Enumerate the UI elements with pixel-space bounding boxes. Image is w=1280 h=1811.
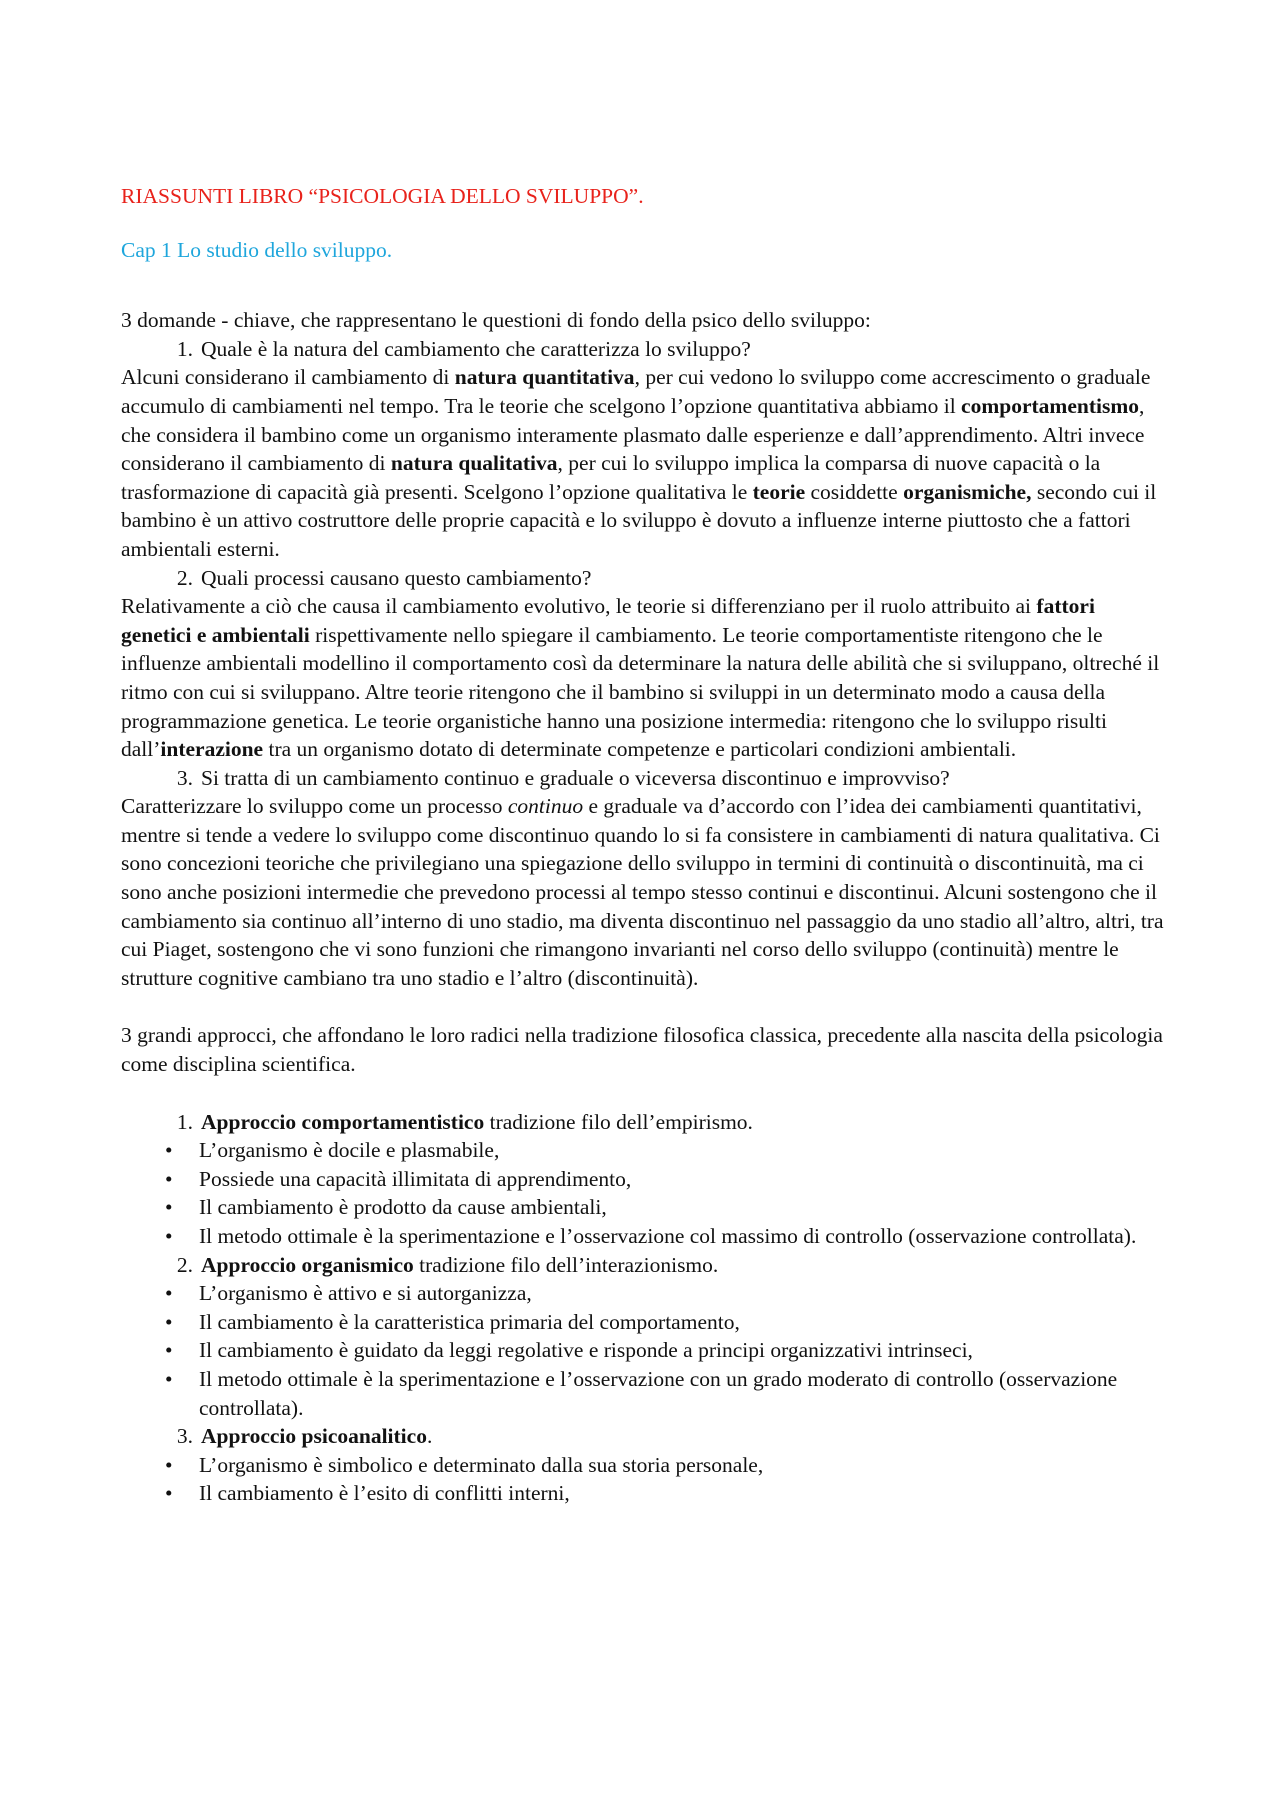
bullet-text: Il metodo ottimale è la sperimentazione e l’osservazione con un grado moderato di controllo (osservazione controllata). bbox=[199, 1366, 1118, 1420]
bullet-item bbox=[121, 1365, 1166, 1422]
approach-1 bbox=[121, 1108, 1166, 1137]
bullet-item bbox=[121, 1451, 1166, 1480]
bullet-icon: • bbox=[165, 1481, 173, 1506]
bullet-icon: • bbox=[165, 1452, 173, 1477]
bullet-icon: • bbox=[165, 1224, 173, 1248]
bullet-icon: • bbox=[165, 1166, 173, 1191]
question-number: 3. bbox=[176, 765, 193, 790]
bullet-text: L’organismo è docile e plasmabile, bbox=[199, 1138, 500, 1163]
bullet-item bbox=[121, 1165, 1166, 1194]
bullet-item bbox=[121, 1193, 1166, 1222]
bullet-icon: • bbox=[165, 1309, 173, 1334]
bullet-text: Il metodo ottimale è la sperimentazione e l’osservazione col massimo di controllo (osservazione controllata). bbox=[199, 1224, 1137, 1248]
bullet-text: Il cambiamento è guidato da leggi regolative e risponde a principi organizzativi intrinseci, bbox=[199, 1338, 973, 1363]
approaches-intro: 3 grandi approcci, che affondano le loro radici nella tradizione filosofica classica, precedente alla nascita della psicologia come disciplina scientifica. bbox=[121, 1023, 1163, 1077]
approach-number: 3. bbox=[176, 1424, 193, 1449]
intro-paragraph: 3 domande - chiave, che rappresentano le questioni di fondo della psico dello sviluppo: bbox=[121, 308, 871, 333]
approach-3 bbox=[121, 1422, 1166, 1451]
answer-paragraph-3: Caratterizzare lo sviluppo come un processo continuo e graduale va d’accordo con l’idea dei cambiamenti quantitativi, mentre si tende a vedere lo sviluppo come discontinuo quando lo si fa consistere in cambiamenti di natura qualitativa. Ci sono concezioni teoriche che privilegiano una spiegazione dello sviluppo in termini di continuità o discontinuità, ma ci sono anche posizioni intermedie che prevedono processi al tempo stesso continui e discontinui. Alcuni sostengono che il cambiamento sia continuo all’interno di uno stadio, ma diventa discontinuo nel passaggio da uno stadio all’altro, altri, tra cui Piaget, sostengono che vi sono funzioni che rimangono invarianti nel corso dello sviluppo (continuità) mentre le strutture cognitive cambiano tra uno stadio e l’altro (discontinuità). bbox=[121, 794, 1164, 990]
bullet-icon: • bbox=[165, 1281, 173, 1306]
approach-title: Approccio psicoanalitico. bbox=[201, 1424, 433, 1449]
document-page bbox=[121, 182, 1166, 1508]
bullet-text: Il cambiamento è la caratteristica primaria del comportamento, bbox=[199, 1309, 740, 1334]
question-2 bbox=[121, 564, 1166, 593]
bullet-item bbox=[121, 1136, 1166, 1165]
answer-paragraph-2: Relativamente a ciò che causa il cambiamento evolutivo, le teorie si differenziano per il ruolo attribuito ai fattori genetici e ambientali rispettivamente nello spiegare il cambiamento. Le teorie comportamentiste ritengono che le influenze ambientali modellino il comportamento così da determinare la natura delle abilità che si sviluppano, oltreché il ritmo con cui si sviluppano. Altre teorie ritengono che il bambino si sviluppi in un determinato modo a causa della programmazione genetica. Le teorie organistiche hanno una posizione intermedia: ritengono che lo sviluppo risulti dall’interazione tra un organismo dotato di determinate competenze e particolari condizioni ambientali. bbox=[121, 594, 1160, 762]
approach-2 bbox=[121, 1251, 1166, 1280]
bullet-item bbox=[121, 1222, 1166, 1251]
approach-3-bullets bbox=[121, 1451, 1166, 1508]
chapter-heading: Cap 1 Lo studio dello sviluppo. bbox=[121, 237, 393, 262]
approach-title: Approccio comportamentistico tradizione filo dell’empirismo. bbox=[201, 1109, 753, 1134]
answer-paragraph-1: Alcuni considerano il cambiamento di natura quantitativa, per cui vedono lo sviluppo come accrescimento o graduale accumulo di cambiamenti nel tempo. Tra le teorie che scelgono l’opzione quantitativa abbiamo il comportamentismo, che considera il bambino come un organismo interamente plasmato dalle esperienze e dall’apprendimento. Altri invece considerano il cambiamento di natura qualitativa, per cui lo sviluppo implica la comparsa di nuove capacità o la trasformazione di capacità già presenti. Scelgono l’opzione qualitativa le teorie cosiddette organismiche, secondo cui il bambino è un attivo costruttore delle proprie capacità e lo sviluppo è dovuto a influenze interne piuttosto che a fattori ambientali esterni. bbox=[121, 365, 1157, 561]
approach-number: 2. bbox=[176, 1252, 193, 1277]
approach-number: 1. bbox=[176, 1109, 193, 1134]
bullet-text: Il cambiamento è l’esito di conflitti interni, bbox=[199, 1481, 570, 1506]
bullet-icon: • bbox=[165, 1366, 173, 1391]
approach-1-bullets bbox=[121, 1136, 1166, 1250]
approach-2-bullets bbox=[121, 1279, 1166, 1422]
question-text: Quali processi causano questo cambiamento? bbox=[201, 565, 592, 590]
question-text: Si tratta di un cambiamento continuo e graduale o viceversa discontinuo e improvviso? bbox=[201, 765, 950, 790]
document-title: RIASSUNTI LIBRO “PSICOLOGIA DELLO SVILUPPO”. bbox=[121, 184, 644, 208]
bullet-item bbox=[121, 1336, 1166, 1365]
question-number: 1. bbox=[176, 336, 193, 361]
bullet-text: Il cambiamento è prodotto da cause ambientali, bbox=[199, 1195, 607, 1220]
bullet-item bbox=[121, 1479, 1166, 1508]
question-text: Quale è la natura del cambiamento che caratterizza lo sviluppo? bbox=[201, 336, 751, 361]
bullet-icon: • bbox=[165, 1138, 173, 1163]
bullet-item bbox=[121, 1279, 1166, 1308]
bullet-text: L’organismo è attivo e si autorganizza, bbox=[199, 1281, 532, 1306]
question-3 bbox=[121, 764, 1166, 793]
question-number: 2. bbox=[176, 565, 193, 590]
bullet-icon: • bbox=[165, 1338, 173, 1363]
bullet-icon: • bbox=[165, 1195, 173, 1220]
bullet-text: Possiede una capacità illimitata di apprendimento, bbox=[199, 1166, 632, 1191]
approach-title: Approccio organismico tradizione filo dell’interazionismo. bbox=[201, 1252, 719, 1277]
bullet-item bbox=[121, 1308, 1166, 1337]
bullet-text: L’organismo è simbolico e determinato dalla sua storia personale, bbox=[199, 1452, 764, 1477]
question-1 bbox=[121, 335, 1166, 364]
